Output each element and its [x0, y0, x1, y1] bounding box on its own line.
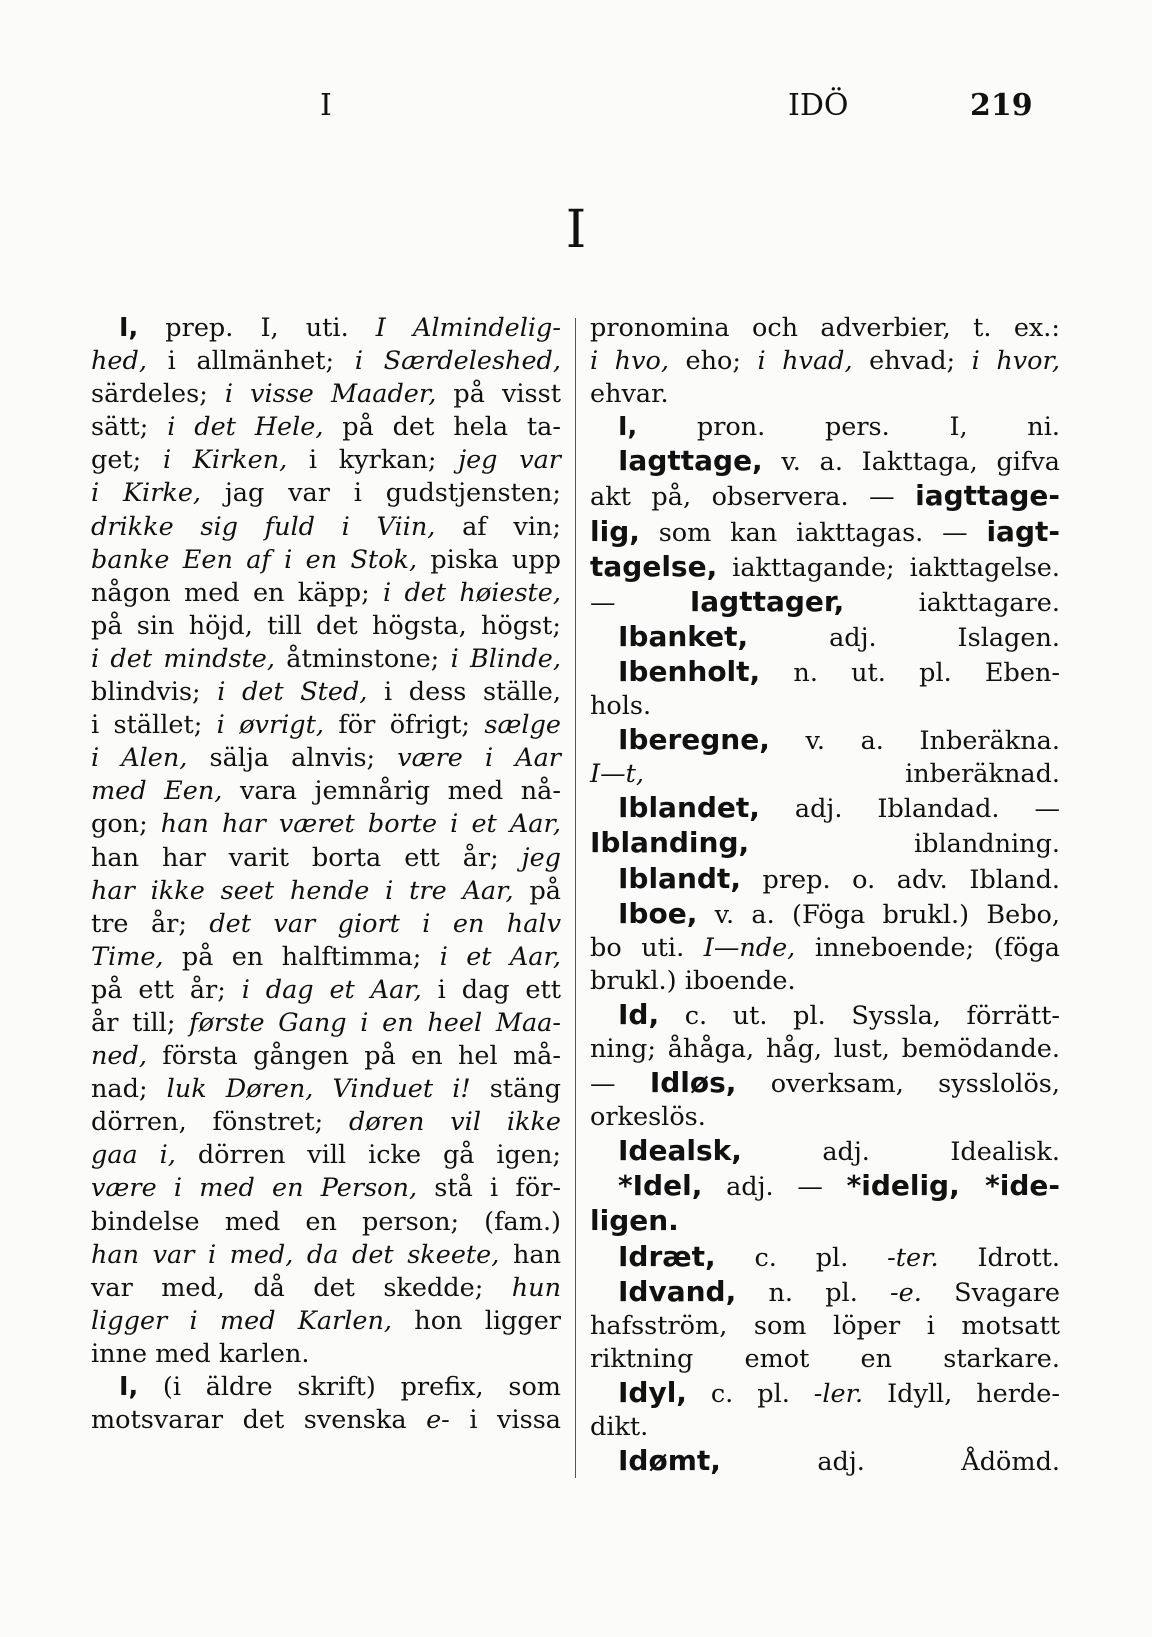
- definition-text: i vissa: [449, 1405, 561, 1436]
- definition-text: adj. Ådömd.: [720, 1447, 1060, 1478]
- dictionary-line: [590, 1310, 1060, 1343]
- dictionary-line: [91, 875, 561, 908]
- definition-text: adj. Islagen.: [748, 622, 1060, 653]
- definition-text: som kan iakttagas. —: [639, 517, 987, 548]
- dictionary-line: [590, 378, 1060, 411]
- dictionary-line: [590, 585, 1060, 620]
- dictionary-line: [91, 643, 561, 676]
- headword: Iblandt,: [618, 861, 741, 895]
- dictionary-line: [91, 1239, 561, 1272]
- definition-text: på: [513, 875, 562, 906]
- example-phrase: luk Døren, Vinduet i!: [166, 1074, 471, 1105]
- headword: Idræt,: [618, 1239, 716, 1273]
- example-phrase: i Kirken,: [162, 445, 288, 476]
- headword: iagt-: [986, 514, 1060, 548]
- dictionary-line: [91, 1206, 561, 1239]
- example-phrase: være i Aar: [397, 743, 561, 774]
- definition-text: var med, då det skedde;: [91, 1272, 512, 1303]
- dictionary-line: [91, 941, 561, 974]
- example-phrase: banke Een af i en Stok,: [91, 544, 418, 575]
- definition-text: iblandning.: [749, 829, 1060, 860]
- dictionary-line: [590, 791, 1060, 826]
- definition-text: sätt;: [91, 412, 168, 443]
- example-phrase: hun: [511, 1272, 561, 1303]
- dictionary-line: [91, 610, 561, 643]
- definition-text: ning; åhåga, håg, lust, bemödande.: [590, 1033, 1060, 1064]
- example-phrase: drikke sig fuld i Viin,: [91, 511, 436, 542]
- example-phrase: jeg: [521, 842, 561, 873]
- definition-text: bindelse med en person; (fam.): [91, 1206, 561, 1237]
- dictionary-line: [91, 345, 561, 378]
- headword: lig,: [590, 514, 640, 548]
- dictionary-line: [590, 1411, 1060, 1444]
- dictionary-line: [91, 544, 561, 577]
- example-phrase: i hvo,: [590, 346, 669, 377]
- definition-text: hols.: [590, 691, 652, 722]
- definition-text: blindvis;: [91, 677, 218, 708]
- definition-text: i stället;: [91, 710, 217, 741]
- dictionary-line: [91, 974, 561, 1007]
- headword: I,: [119, 1372, 139, 1402]
- headword: Iboe,: [618, 896, 698, 930]
- dictionary-line: [590, 1376, 1060, 1411]
- definition-text: inne med karlen.: [91, 1338, 310, 1369]
- definition-text: i allmänhet;: [146, 346, 355, 377]
- definition-text: overksam, sysslolös,: [736, 1069, 1061, 1100]
- headword: Iberegne,: [618, 723, 770, 757]
- dictionary-line: [590, 998, 1060, 1033]
- definition-text: —: [590, 1069, 650, 1100]
- dictionary-line: [91, 1305, 561, 1338]
- left-column: [91, 312, 561, 1437]
- definition-text: v. a. (Föga brukl.) Bebo,: [697, 899, 1060, 930]
- dictionary-line: [91, 1404, 561, 1437]
- example-phrase: i det Hele,: [167, 412, 324, 443]
- definition-text: åtminstone;: [275, 643, 451, 674]
- definition-text: pronomina och adverbier, t. ex.:: [590, 313, 1060, 343]
- definition-text: n. ut. pl. Eben-: [760, 657, 1060, 688]
- definition-text: get;: [91, 445, 163, 476]
- headword: Id,: [618, 997, 660, 1031]
- definition-text: eho;: [668, 346, 758, 377]
- example-phrase: i det Sted,: [217, 677, 368, 708]
- right-column: [590, 312, 1060, 1479]
- definition-text: v. a. Iakttaga, gifva: [762, 447, 1060, 478]
- dictionary-line: [91, 1139, 561, 1172]
- example-phrase: I Almindelig-: [375, 313, 561, 343]
- dictionary-line: [590, 1033, 1060, 1066]
- dictionary-line: [91, 842, 561, 875]
- definition-text: piska upp: [417, 544, 561, 575]
- example-phrase: være i med en Person,: [91, 1173, 418, 1204]
- definition-text: v. a. Inberäkna.: [769, 726, 1060, 757]
- example-phrase: -ler.: [813, 1378, 864, 1409]
- definition-text: prep. o. adv. Ibland.: [740, 864, 1060, 895]
- definition-text: i dag ett: [421, 974, 561, 1005]
- dictionary-line: [91, 511, 561, 544]
- definition-text: —: [590, 587, 690, 618]
- definition-text: jag var i gudstjensten;: [201, 478, 561, 509]
- dictionary-line: [91, 312, 561, 345]
- definition-text: i dess ställe,: [367, 677, 562, 708]
- example-phrase: han har været borte i et Aar,: [160, 809, 561, 840]
- definition-text: särdeles;: [91, 379, 225, 410]
- definition-text: c. pl.: [715, 1242, 888, 1273]
- dictionary-line: [590, 312, 1060, 345]
- example-phrase: i Kirke,: [91, 478, 202, 509]
- dictionary-line: [91, 577, 561, 610]
- dictionary-line: [590, 932, 1060, 965]
- headword: Iblanding,: [590, 826, 750, 860]
- section-letter: I: [565, 200, 587, 260]
- dictionary-line: [590, 1101, 1060, 1134]
- dictionary-line: [91, 1073, 561, 1106]
- dictionary-line: [590, 655, 1060, 690]
- definition-text: gon;: [91, 809, 161, 840]
- definition-text: tre år;: [91, 908, 210, 939]
- dictionary-line: [91, 1172, 561, 1205]
- dictionary-line: [91, 709, 561, 742]
- definition-text: motsvarar det svenska: [91, 1405, 427, 1436]
- dictionary-line: [590, 1275, 1060, 1310]
- definition-text: ehvar.: [590, 379, 669, 410]
- definition-text: på sin höjd, till det högsta, högst;: [91, 610, 561, 641]
- page-number: 219: [970, 88, 1033, 123]
- definition-text: adj. —: [702, 1172, 847, 1203]
- definition-text: år till;: [91, 1007, 190, 1038]
- example-phrase: i det høieste,: [382, 577, 561, 608]
- example-phrase: I—nde,: [703, 932, 796, 963]
- dictionary-line: [590, 479, 1060, 514]
- dictionary-line: [590, 1343, 1060, 1376]
- definition-text: riktning emot en starkare.: [590, 1343, 1060, 1374]
- definition-text: hon ligger: [392, 1305, 561, 1336]
- example-phrase: i hvad,: [757, 346, 853, 377]
- definition-text: någon med en käpp;: [91, 577, 383, 608]
- dictionary-line: [590, 515, 1060, 550]
- headword: Iblandet,: [618, 791, 760, 825]
- example-phrase: ned,: [91, 1041, 147, 1072]
- definition-text: adj. Iblandad. —: [759, 794, 1060, 825]
- example-phrase: med Een,: [91, 776, 223, 807]
- dictionary-line: [91, 378, 561, 411]
- example-phrase: sælge: [484, 710, 561, 741]
- headword: Ibanket,: [618, 619, 749, 653]
- example-phrase: i det mindste,: [91, 643, 275, 674]
- dictionary-line: [91, 1338, 561, 1371]
- dictionary-line: [91, 1040, 561, 1073]
- example-phrase: jeg var: [458, 445, 561, 476]
- dictionary-line: [590, 1066, 1060, 1101]
- definition-text: dörren, fönstret;: [91, 1107, 350, 1138]
- definition-text: inneboende; (föga: [795, 932, 1060, 963]
- dictionary-line: [590, 690, 1060, 723]
- headword: I,: [119, 313, 139, 343]
- headword: Iagttager,: [689, 584, 845, 618]
- definition-text: Svagare: [921, 1277, 1060, 1308]
- example-phrase: har ikke seet hende i tre Aar,: [91, 875, 514, 906]
- definition-text: sälja alnvis;: [187, 743, 398, 774]
- definition-text: inberäknad.: [643, 759, 1060, 790]
- dictionary-line: [590, 965, 1060, 998]
- example-phrase: e-: [426, 1405, 450, 1436]
- headword: ligen.: [590, 1204, 679, 1238]
- definition-text: dörren vill icke gå igen;: [175, 1140, 561, 1171]
- running-head-letter: I: [320, 88, 332, 123]
- dictionary-line: [590, 897, 1060, 932]
- definition-text: på visst: [436, 379, 561, 410]
- example-phrase: i øvrigt,: [216, 710, 324, 741]
- dictionary-line: [590, 1204, 1060, 1239]
- definition-text: c. ut. pl. Syssla, förrätt-: [659, 1000, 1060, 1031]
- headword: I,: [618, 412, 638, 443]
- definition-text: adj. Idealisk.: [741, 1137, 1060, 1168]
- dictionary-line: [91, 908, 561, 941]
- dictionary-line: [590, 1169, 1060, 1204]
- dictionary-line: [590, 723, 1060, 758]
- headword: Idealsk,: [618, 1134, 742, 1168]
- example-phrase: første Gang i en heel Maa-: [189, 1007, 561, 1038]
- example-phrase: i visse Maader,: [224, 379, 437, 410]
- example-phrase: i Blinde,: [450, 643, 561, 674]
- headword: Idløs,: [649, 1066, 737, 1100]
- definition-text: för öfrigt;: [323, 710, 485, 741]
- dictionary-line: [91, 477, 561, 510]
- definition-text: på en halftimma;: [163, 941, 440, 972]
- headword: Idyl,: [618, 1375, 687, 1409]
- dictionary-line: [91, 775, 561, 808]
- definition-text: pron. pers. I, ni.: [637, 412, 1060, 443]
- dictionary-line: [590, 444, 1060, 479]
- definition-text: orkeslös.: [590, 1102, 706, 1133]
- definition-text: på ett år;: [91, 974, 242, 1005]
- definition-text: af vin;: [435, 511, 561, 542]
- example-phrase: ligger i med Karlen,: [91, 1305, 393, 1336]
- dictionary-line: [91, 1007, 561, 1040]
- dictionary-line: [590, 345, 1060, 378]
- headword: Ibenholt,: [618, 654, 761, 688]
- example-phrase: det var giort i en halv: [209, 908, 561, 939]
- example-phrase: hed,: [91, 346, 147, 377]
- column-divider: [575, 318, 576, 1478]
- definition-text: n. pl.: [736, 1277, 891, 1308]
- headword: Iagttage,: [618, 444, 763, 478]
- definition-text: stå i för-: [417, 1173, 562, 1204]
- example-phrase: gaa i,: [91, 1140, 176, 1171]
- example-phrase: i dag et Aar,: [241, 974, 422, 1005]
- dictionary-line: [590, 758, 1060, 791]
- headword: iagttage-: [915, 479, 1060, 513]
- dictionary-line: [590, 1134, 1060, 1169]
- definition-text: Idrott.: [938, 1242, 1060, 1273]
- definition-text: ehvad;: [852, 346, 972, 377]
- example-phrase: I—t,: [590, 759, 644, 790]
- dictionary-line: [590, 1240, 1060, 1275]
- example-phrase: i hvor,: [971, 346, 1060, 377]
- definition-text: nad;: [91, 1074, 167, 1105]
- dictionary-line: [91, 676, 561, 709]
- definition-text: akt på, observera. —: [590, 482, 916, 513]
- definition-text: hafsström, som löper i motsatt: [590, 1310, 1060, 1341]
- definition-text: bo uti.: [590, 932, 704, 963]
- dictionary-line: [91, 1106, 561, 1139]
- headword: Idvand,: [618, 1274, 737, 1308]
- dictionary-line: [91, 444, 561, 477]
- dictionary-line: [590, 862, 1060, 897]
- running-head-guide-word: IDÖ: [788, 88, 849, 123]
- dictionary-line: [590, 411, 1060, 444]
- definition-text: c. pl.: [686, 1378, 814, 1409]
- headword: tagelse,: [590, 549, 718, 583]
- dictionary-line: [91, 1371, 561, 1404]
- dictionary-line: [590, 620, 1060, 655]
- dictionary-line: [590, 550, 1060, 585]
- dictionary-line: [91, 808, 561, 841]
- definition-text: (i äldre skrift) prefix, som: [138, 1372, 561, 1402]
- definition-text: dikt.: [590, 1412, 649, 1442]
- dictionary-line: [590, 1444, 1060, 1479]
- headword: *Idel,: [618, 1169, 703, 1203]
- definition-text: iakttagare.: [844, 587, 1060, 618]
- example-phrase: Time,: [91, 941, 164, 972]
- definition-text: vara jemnårig med nå-: [222, 776, 562, 807]
- dictionary-line: [91, 742, 561, 775]
- definition-text: prep. I, uti.: [138, 313, 376, 343]
- dictionary-line: [91, 411, 561, 444]
- dictionary-line: [590, 826, 1060, 861]
- example-phrase: i Særdeleshed,: [354, 346, 561, 377]
- definition-text: stäng: [470, 1074, 561, 1105]
- example-phrase: han var i med, da det skeete,: [91, 1239, 500, 1270]
- headword: *idelig, *ide-: [846, 1169, 1060, 1203]
- definition-text: brukl.) iboende.: [590, 965, 796, 996]
- example-phrase: i Alen,: [91, 743, 188, 774]
- definition-text: på det hela ta-: [323, 412, 561, 443]
- headword: Idømt,: [618, 1444, 721, 1478]
- definition-text: iakttagande; iakttagelse.: [717, 552, 1060, 583]
- definition-text: Idyll, herde-: [863, 1378, 1060, 1409]
- example-phrase: i et Aar,: [439, 941, 561, 972]
- definition-text: han har varit borta ett år;: [91, 842, 522, 873]
- example-phrase: døren vil ikke: [349, 1107, 561, 1138]
- definition-text: första gången på en hel må-: [146, 1041, 561, 1072]
- example-phrase: -ter.: [887, 1242, 939, 1273]
- definition-text: han: [499, 1239, 561, 1270]
- example-phrase: -e.: [890, 1277, 922, 1308]
- dictionary-line: [91, 1272, 561, 1305]
- definition-text: i kyrkan;: [287, 445, 459, 476]
